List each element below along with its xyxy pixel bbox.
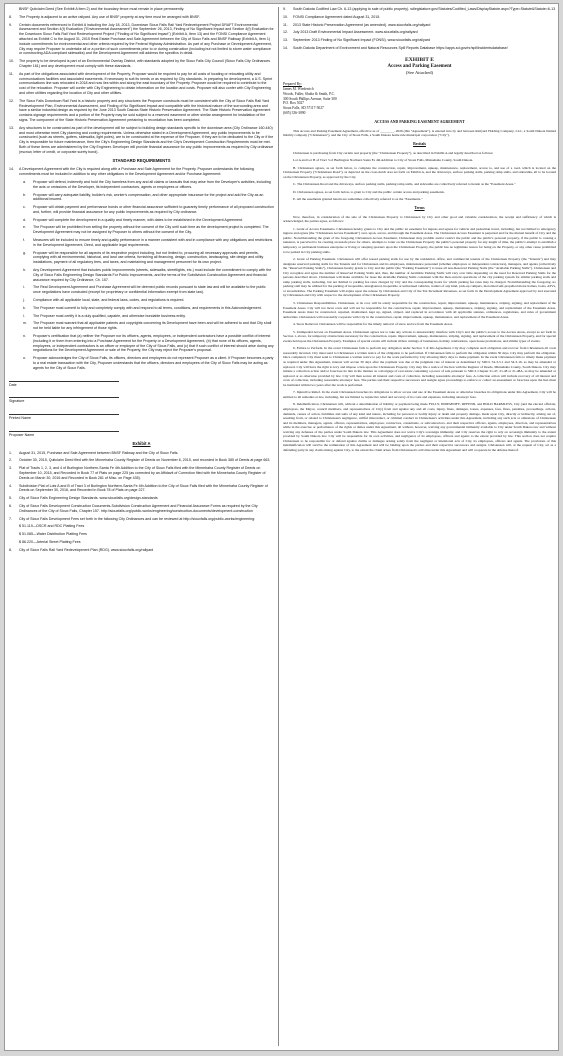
exhibit-a-item-text: FONSI Compliance Agreement dated August 31, 2015. xyxy=(293,14,381,19)
exhibit-e-note: (See Attached) xyxy=(405,70,434,76)
sub-item-letter: h. xyxy=(23,268,26,273)
term-paragraph: 1. Grant of Access Easements. Christensen hereby grants to City and the public an easement for ingress and egress for vehicle and pedestrian travel, including, but not limited to emergency ingress and egress (the "Christensen Access Easement") over, upon, across, and through the Easement Areas. The Christensen Access Easement is perpetual and for the mutual benefit of City and the public. Notwithstanding the grant of the foregoing Christensen Access Easement, Christensen may prohibit and/or restrict the public and the public's personal property, if the public is causing a nuisance, is perceived to be creating an unsafe place for others, attempts to loiter on the Christensen Property the public's personal property for any length of time, the public's attempt to establish a temporary or permanent business enterprise or living or sleeping quarters upon the Christensen Property, the public has no legitimate reason for being on the Property, or any other cause prohibited to be parked in City parking stalls. xyxy=(283,226,556,254)
requirement-sub-item xyxy=(23,193,274,203)
sub-item-letter: k. xyxy=(23,305,26,310)
requirement-sub-item xyxy=(23,285,274,295)
terms-list xyxy=(283,227,556,453)
prepared-by-block xyxy=(283,82,556,116)
exhibit-a-item xyxy=(283,15,556,20)
requirement-sub-item xyxy=(23,225,274,235)
recital-paragraph: E. All the easements granted herein are sometimes collectively referred to as the "Easements." xyxy=(293,197,423,202)
exhibit-a-item-text: City of Sioux Falls Development Fees set forth in the following City Ordinances and can be reviewed at http://siouxfalls.org/public-works/engineering: xyxy=(19,516,256,521)
condition-paragraph-text: BNSF Quitclaim Deed (See Exhibit A Item 2) and the boundary fence must remain in place permanently. xyxy=(19,7,185,11)
exhibit-a-item xyxy=(9,458,274,463)
preparer-line: James M. Wiederrich xyxy=(283,87,314,92)
sub-item-letter: l. xyxy=(23,313,25,318)
requirement-sub-items xyxy=(9,180,274,371)
item-number: 11. xyxy=(9,71,14,76)
sub-item-text: Proposer will be responsible for all aspects of its respective project including, but not limited to, procuring all necessary approvals and permits, complying with all environmental, historical, and land use criteria, furnishing all financing, design, construction, landscaping, site design and utility installations, payment of all regulatory fees, and taxes, and maintaining and management personnel for its own project. xyxy=(33,250,264,265)
item-number: 9. xyxy=(9,22,12,27)
condition-paragraph xyxy=(9,59,274,69)
signature-line xyxy=(9,397,119,398)
condition-paragraph-text: As part of the obligations associated with development of the Property, Proposer would be required to pay for all costs of locating or relocating utility and communications facilities and associated easements. If necessary to suit its needs or as required by City standards. In preparing for development, a U.S. Sprint communications line was relocated in 2018 and now lies within and along the east boundary of the Property. Proposer would be required to contribute to the cost of the relocation. Proposer will confer with City Engineering to obtain information on the location and costs. Proposer will also confer with City Engineering and other utilities regarding the location of City and other utilities. xyxy=(19,71,273,95)
numbered-conditions xyxy=(9,7,274,155)
item-number: 4. xyxy=(9,483,12,488)
exhibit-a-item-text: July 2013 Draft Environmental Impact Assessment. www.siouxfalls.org/railyard xyxy=(293,30,418,35)
item-number: 8. xyxy=(9,14,12,19)
term-paragraph: 4. Snow Removal. Christensen will be responsible for the timely removal of snow and ice from the Easement Areas. xyxy=(293,322,453,327)
item-number: 12. xyxy=(283,30,288,35)
recital-paragraph: C. The Christensen Road and the driveways, surface parking stalls, parking ramp stalls, and sidewalks are collectively referred to herein as the "Easement Areas." xyxy=(293,182,516,187)
exhibit-a-item-text: South Dakota Department of Environment and Natural Resources Spill Reports Database https://apps.sd.gov/nr/spillincidentsdatabase/ xyxy=(293,45,508,50)
item-number: 6. xyxy=(9,503,12,508)
requirement-sub-item xyxy=(23,321,274,331)
sub-item-text: The Proposer will be prohibited from selling the property without the consent of the City until such time as the development project is completed. The Development Agreement may not be assigned by Proposer to others without the consent of the City. xyxy=(33,225,269,235)
exhibit-a-item xyxy=(283,7,556,12)
item-number: 10. xyxy=(283,14,288,19)
preparer-line: Woods, Fuller, Shultz & Smith, P.C. xyxy=(283,91,335,96)
right-column xyxy=(283,7,556,1046)
exhibit-a-item-text: August 31, 2015, Purchase and Sale Agreement between BNSF Railway and the City of Sioux Falls. xyxy=(19,450,179,455)
preparer-line: P.O. Box 5027 xyxy=(283,101,304,106)
term-paragraph: 8. Indemnification. Christensen will, without a determination of liability or payment being made FULLY, INDEMNIFY, DEFEND, and HOLD HARMLESS, City (and the elected officials, employees, the Mayor, council members, and representatives of City) from and against any and all costs, injury, fines, damages, losses, expenses, fees, fines, penalties, proceedings, actions, demands, causes of action, liabilities and suits of any kind and nature, including for personal or bodily injury or death and property damage, made upon City, directly or indirectly, arising out of, resulting from, or related to Christensen's negligence, willful misconduct, or criminal conduct in Christensen's activities under this Agreement, including any such acts or omissions of Christensen and its members, managers, agents, officers, representatives, employees, contractors, consultants, or subcontractors, and their respective officers, agents, employees, directors, and representatives while in the exercise or performance of the rights or duties under this Agreement, all without, however, waiving any governmental immunity available to City under South Dakota law and without waiving any defenses of the parties under South Dakota law. This Agreement does not waive City's sovereign immunity, and City reserves the right to rely on sovereign immunity to the extent provided by South Dakota law. City will be responsible for its own activities, and negligence of its employees, officers and agents to the extent provided by law. This section does not require Christensen to be responsible for or defend against claims or damages arising solely from the negligent or intentional acts of City, its employees, officers and agents. The provisions of this indemnification will survive the termination of this Agreement and will be binding upon the parties and their respective successors and assigns. Christensen will, at the request of City, act as a defending party in any claim arising against City, to the extent the claim arises from Christensen's activities under this Agreement and will cooperate in the defense thereof. xyxy=(283,402,556,452)
signature-line xyxy=(9,381,119,382)
terms-intro: Now, therefore, in consideration of the sale of the Christensen Property to Christensen by City and other good and valuable consideration, the receipt and sufficiency of which is acknowledged, the parties agree, as follows: xyxy=(283,214,556,224)
condition-paragraph-text: The Property is adjacent to an active railyard. Any use of BNSF property at any time must be arranged with BNSF. xyxy=(19,14,200,19)
preparer-line: (605) 336-3890 xyxy=(283,111,306,116)
requirement-sub-item xyxy=(23,180,274,190)
sub-item-text: Compliance with all applicable local, state, and federal laws, codes, and regulations is required. xyxy=(33,298,185,303)
condition-paragraph-text: The property to be developed is part of an Environmental Overlay District, with standards adopted by the Sioux Falls City Council (Sioux Falls City Ordinances Chapter 161) and any development must comply with these standards. xyxy=(19,59,271,68)
sub-item-text: The Proposer must certify it is a duly qualified, capable, and otherwise bondable business entity. xyxy=(33,313,186,318)
item-number: 7. xyxy=(9,516,12,521)
requirement-number: 14. xyxy=(9,167,14,172)
sub-item-letter: c. xyxy=(23,205,26,210)
exhibit-a-item xyxy=(9,532,274,537)
exhibit-a-item xyxy=(9,496,274,501)
sub-item-letter: n. xyxy=(23,334,26,339)
sub-item-letter: f. xyxy=(23,238,25,243)
signature-label: Signature xyxy=(9,399,25,404)
sub-item-letter: i. xyxy=(23,285,25,290)
requirement-sub-item xyxy=(23,218,274,223)
sub-item-letter: d. xyxy=(23,217,26,222)
sub-item-letter: g. xyxy=(23,250,26,255)
item-number: 9. xyxy=(283,7,286,11)
exhibit-e-subtitle: Access and Parking Easement xyxy=(387,63,452,69)
item-number: 13. xyxy=(283,38,288,43)
left-column xyxy=(9,7,279,1046)
exhibit-a-item xyxy=(9,484,274,494)
preparer-line: 300 South Phillips Avenue, Suite 300 xyxy=(283,96,337,101)
requirement-sub-item xyxy=(23,205,274,215)
sub-item-letter: j. xyxy=(23,298,25,303)
condition-paragraph xyxy=(9,72,274,96)
exhibit-a-item xyxy=(9,524,274,529)
sub-item-text: The Proposer must warrant that all applicable patents and copyrights concerning its Development have been and will be adhered to and that City shall not be held liable for any infringement of those rights. xyxy=(33,321,272,331)
item-number: 14. xyxy=(283,45,288,50)
item-number: 1. xyxy=(9,450,12,455)
item-number: 2. xyxy=(9,458,12,463)
sub-item-text: Proposer will carry adequate liability, builder's risk, worker's compensation, and other appropriate insurance for the project and add the City as an additional insured. xyxy=(33,192,264,202)
exhibit-a-item-text: October 30, 2015, Quitclaim Deed filed with the Minnehaha County Register of Deeds on November 6, 2015, and recorded in Book 385 of Deeds at page 663. xyxy=(19,458,271,463)
exhibit-a-item xyxy=(9,540,274,545)
terms-heading: Terms xyxy=(414,205,425,210)
exhibit-a-heading: Exhibit A xyxy=(132,440,151,446)
requirement-sub-item xyxy=(23,314,274,319)
recital-paragraph: D. Christensen agrees, as set forth below, to grant to City and the public certain access and parking easements. xyxy=(293,189,445,194)
item-number: 8. xyxy=(9,547,12,552)
exhibit-a-item-text: City of Sioux Falls Development Construction Documents-Subdivision Construction Agreement and Financial Assurance Forms as required by the City Ordinances of the City of Sioux Falls, Chapter 157. http://siouxfalls.org/public-works/engineering/construction-documents/development-construction xyxy=(19,503,258,513)
requirement-14-text: A Development Agreement with the City is required along with a Purchase and Sale Agreement for the Property. Proposer understands the following commitments must be included in addition to any other obligations in the Development Agreement and/or Purchase Agreement: xyxy=(19,167,254,177)
signature-block xyxy=(9,381,274,438)
exhibit-a-item xyxy=(283,46,556,51)
sub-item-text: The Proposer must commit to fully and completely comply with and respond to all terms, conditions, and requirements in this Acknowledgement. xyxy=(33,305,262,310)
proposer-name-label: Proposer Name xyxy=(9,433,35,437)
sub-item-text: Proposer will complete the development in a quality and timely manner, with dates to be established in the Development Agreement. xyxy=(33,217,243,222)
exhibit-a-item-text: $ 51.119—DSCR and RDC Platting Fees xyxy=(19,524,85,529)
sub-item-text: Measures will be included to ensure timely and quality performance in a manner consistent with and in compliance with any obligations and restrictions in the Development Agreement, Deed, and applicable legal requirements. xyxy=(33,238,273,247)
item-number: 13. xyxy=(9,125,14,130)
exhibit-a-list-continued xyxy=(283,7,556,51)
exhibit-e-title: EXHIBIT E xyxy=(405,56,434,63)
preparer-line: Sioux Falls, SD 57117-5027 xyxy=(283,106,324,111)
sub-item-letter: o. xyxy=(23,356,26,361)
recital-paragraph: Christensen is purchasing from City certain real property (the "Christensen Property"), as described in Exhibit A and legally described as follows: xyxy=(293,150,494,155)
exhibit-a-item xyxy=(9,548,274,553)
exhibit-a-item xyxy=(283,38,556,43)
agreement-title: ACCESS AND PARKING EASEMENT AGREEMENT xyxy=(374,119,465,124)
condition-paragraph xyxy=(9,7,274,12)
term-paragraph: 7. Injunctive Relief. In the event Christensen breaches its obligations to allow access and use of the Easement Areas or otherwise breaches its obligations under this Agreement, City will be entitled to all remedies at law, including, but not limited to, injunctive relief and recovery of its costs and expenses, including attorneys' fees. xyxy=(283,390,556,399)
requirement-sub-item xyxy=(23,251,274,265)
exhibit-a-item xyxy=(283,30,556,35)
document-page xyxy=(4,3,559,1051)
exhibit-a-item xyxy=(9,504,274,514)
requirement-sub-item xyxy=(23,268,274,282)
exhibit-a-item-text: $ 86.220—Arterial Street Platting Fees xyxy=(19,539,81,544)
sub-item-text: Any Development Agreement that includes public improvements (streets, sidewalks, streetlights, etc.) must include the commitment to comply with the City of Sioux Falls Engineering Design Standards For Public Improvements, and the terms of the Subdivision Construction Agreement and financial assurance required by City Ordinance, Ch. 157. xyxy=(33,268,272,282)
condition-paragraph-text: Certain documents referenced in Exhibit A including the July 18, 2013, Downtown Sioux Falls Rail Yard Redevelopment Project DRAFT Environmental Assessment and Section 4(f) Evaluation ("Environmental Assessment") the September 26, 2013, Finding of No Significant Impact and Section 4(f) Evaluation for the Downtown Sioux Falls Rail Yard Redevelopment Project ("Finding of No Significant Impact") (Exhibit A, Item 13) and the FONSI Compliance Agreement attached as Exhibit C to the August 31, 2015 Real Estate Purchase and Sale Agreement between the City of Sioux Falls and BNSF Railway (Exhibit A, Item 1) include commitments for environmental and other criteria required by the Federal Highway Administration. As part of any Purchase or Development Agreement, City may require Proposer to undertake all or a portion of such commitments prior to or during construction (including but not limited to storm water compliance or constructing ADA compliant sidewalks) and the Development Agreement will address the specifics in detail. xyxy=(19,22,274,56)
requirement-sub-item xyxy=(23,356,274,370)
exhibit-a-item-text: City of Sioux Falls Engineering Design Standards. www.siouxfalls.org/design-standards xyxy=(19,496,158,501)
sub-item-text: Proposer will defend, indemnify and hold the City harmless from any and all claims or lawsuits that may arise from the Developer's activities, including the acts or omissions of the Developer, its independent contractors, agents or employees or officers. xyxy=(33,179,271,189)
term-paragraph: 3. Christensen Responsibilities. Christensen, at its cost, will be solely responsible for the construction, repair, improvement, upkeep, maintenance, striping, signing, and replacement of the Easement Areas. City will not incur costs and will not be responsible for the construction, repair, improvement, upkeep, maintenance, striping, signing, and replacement of the Easement Areas. Easement Areas must be constructed, repaired, maintained, kept up, signed, striped, and replaced in accordance with all applicable statutes, ordinances, regulations, and rules of government authorities. Christensen will reasonably cooperate with City in the construction, repair, improvement, upkeep, maintenance, and replacement of the Easement Areas. xyxy=(283,301,556,319)
sub-item-text: Proposer's certification that (a) neither the Proposer nor its officers, agents, employees, or independent contractors have a possible conflict of interest (including it or them from entering into a Purchase Agreement for the Property or a Development Agreement, (b) that none of its officers, agents, employees, or independent contractors is an officer or employee of the City of Sioux Falls, and (c) that if such conflict of interest should arise during any negotiations for the Development Agreement or sale of the Property, the City may reject the Proposer's proposal. xyxy=(33,334,274,353)
sub-item-text: The Real Development Agreement and Purchase Agreement will be deemed public records pursuant to state law and will be available to the public once negotiations have concluded (except for proprietary or confidential information exempt from state law). xyxy=(33,285,266,295)
standard-requirements-heading: STANDARD REQUIREMENTS xyxy=(112,157,171,163)
recitals-heading: Recitals xyxy=(413,141,426,146)
condition-paragraph xyxy=(9,99,274,123)
sub-item-letter: m. xyxy=(23,321,27,326)
requirement-sub-item xyxy=(23,334,274,353)
exhibit-a-item-text: September 2013 Finding of No Significant Impact (FONSI). www.siouxfalls.org/railyard xyxy=(293,38,431,43)
exhibit-a-item xyxy=(9,451,274,456)
exhibit-a-item xyxy=(283,23,556,28)
requirement-sub-item xyxy=(23,238,274,248)
sub-item-text: Proposer acknowledges the City of Sioux Falls, its officers, directors and employees do not represent Proposer as a client. If Proposer becomes a party to a real estate transaction with the City, Proposer understands that the officers, directors and employees of the City of Sioux Falls may be acting as agents for the City of Sioux Falls. xyxy=(33,356,274,370)
exhibit-a-item xyxy=(9,517,274,522)
condition-paragraph xyxy=(9,15,274,20)
sub-item-letter: e. xyxy=(23,225,26,230)
recital-paragraph: B. Christensen agrees, as set forth below, to complete the construction, repair, improvement, upkeep, maintenance, replacement, access to, and use of a road, which is located on the Christensen Property ("Christensen Road"), as depicted on the cross-hatch area set forth on Exhibit A, and the driveways, surface parking stalls, parking ramp stalls, and sidewalks, all to be located on the Christensen Property, as approved by the City. xyxy=(283,165,556,179)
exhibit-a-item-text: Subdivision Plat of Lots A and B of Tract 3 of Burlington Northern-Santa Fe 4th Addition to the City of Sioux Falls filed with the Minnehaha County Register of Deeds on September 30, 2016, and Recorded in Book 78 of Plats on page 227. xyxy=(19,483,268,493)
exhibit-a-item-text: South Dakota Codified Law Ch. 6-13 (applying to sale of public property). sdlegislature.gov/Statutes/Codified_Laws/DisplayStatute.aspx?Type=Statute&Statute=6-13 xyxy=(293,7,556,11)
agreement-intro: This Access and Parking Easement Agreement, effective as of ________, 2026 (this "Agreement"), is entered into by and between Railyard Holding Company, LLC, a South Dakota limited liability company ("Christensen"), and the City of Sioux Falls, a South Dakota home rule municipal corporation ("City"). xyxy=(283,128,556,138)
item-number: 5. xyxy=(9,496,12,501)
term-paragraph: 6. Failure to Perform. In the event Christensen fails to perform any obligation under Section 3 of this Agreement, City may complete such obligation and recover from Christensen all costs reasonably incurred. City must send to Christensen a written notice of the obligation to be performed. If Christensen fails to perform the obligation within 30 days, City may perform the obligation. Once completed, City must send to Christensen a written notice to pay for the work performed by City allowing thirty days to make payment. In the event Christensen fails to timely make payment as required under this Agreement, interest will accrue 30 days after the payment was due at the judgment rate of interest as determined by SDCL 54-3-5.1 and 54-3-16, as may be amended or replaced. City will have the right to levy and impose a lien upon the Christensen Property. City may file a notice of the lien with the Register of Deeds, Minnehaha County, South Dakota. City may initiate a collection action and/or foreclose its lien in the manner as a mortgage of real estate containing a power of sale pursuant to SDCL Chapter 21-47, 21-48 or 21-48A, as may be amended or replaced or as otherwise provided by law. City will then secure all interest and costs of collection, including reasonable attorneys' fees. A collection action will include recovery of all interest and costs of collection, including reasonable attorneys' fees. The parties and their respective successors and assigns agree proceedings to enforce or collect an assessment or foreclose upon the lien must be instituted within two years after the work is performed. xyxy=(283,346,556,387)
sub-item-letter: a. xyxy=(23,179,26,184)
item-number: 12. xyxy=(9,98,14,103)
item-number: 11. xyxy=(283,22,288,27)
recitals-list xyxy=(283,151,556,202)
preparer-address xyxy=(283,87,556,116)
exhibit-a-item-text: $ 51.085—Water Distribution Platting Fees xyxy=(19,532,87,537)
exhibit-a-item-text: City of Sioux Falls Rail Yard Redevelopment Plan (RDG). www.siouxfalls.org/railyard xyxy=(19,547,154,552)
exhibit-a-item xyxy=(9,466,274,480)
prepared-by-label: Prepared By: xyxy=(283,82,302,87)
item-number: 10. xyxy=(9,59,14,64)
item-number: 3. xyxy=(9,466,12,471)
requirement-sub-item xyxy=(23,298,274,303)
sub-item-letter: b. xyxy=(23,192,26,197)
condition-paragraph-text: Any structures to be constructed as part of the development will be subject to building design standards specific to the downtown area (City Ordinance 160.440) and must otherwise meet City planning and zoning requirements. Unless otherwise stated in a Development Agreement, any public improvements to be constructed (such as streets, gutters, sidewalks, light poles), are to be constructed at the expense of the Proposer. If they are to be dedicated to the City or if the City is responsible for future maintenance, then the City's Engineering Design Standards and the City's Development Construction Requirements must be met. Both of these items are administered by the City Engineer. Developer will provide financial assurance for any public improvements as required by City ordinance (escrow, letter of credit, or corporate surety bond). xyxy=(19,125,274,154)
signature-line xyxy=(9,431,119,432)
sub-item-text: Proposer will obtain payment and performance bonds or other financial assurance sufficient to guaranty timely performance of all proposed construction and, further, will provide financial assurance for any public improvements as required by City ordinance. xyxy=(33,205,274,214)
condition-paragraph-text: The Sioux Falls Downtown Rail Yard is a historic property and any structures the Proposer constructs must be consistent with the City of Sioux Falls Rail Yard Redevelopment Plan, Environmental Assessment, and Finding of No Significant Impact and compatible with the historical nature of the surrounding area and have a similar industrial design as required by the June 2013 South Dakota State Historic Preservation Agreement. The State Historic Preservation Agreement contains signage requirements and a portion of the Property may be sold subject to a reserved easement or other similar arrangement for installation of the signs. The component of the State Historic Preservation Agreement pertaining to recordation has been completed. xyxy=(19,98,271,122)
requirement-14 xyxy=(9,167,274,177)
condition-paragraph xyxy=(9,126,274,155)
date-label: Date xyxy=(9,382,17,387)
printed-name-label: Printed Name xyxy=(9,416,31,421)
signature-line xyxy=(9,414,119,415)
exhibit-a-list xyxy=(9,451,274,553)
requirement-sub-item xyxy=(23,306,274,311)
exhibit-a-item-text: 2013 State Historic Preservation Agreement (as amended). www.siouxfalls.org/railyard xyxy=(293,22,431,27)
recital-paragraph: Lot A and Lot B of Tract 3 of Burlington Northern Santa Fe 4th Addition to City of Sioux Falls, Minnehaha County, South Dakota. xyxy=(293,158,474,163)
condition-paragraph xyxy=(9,23,274,57)
term-paragraph: 5. Unimpeded Access on Easement Areas. Christensen agrees not to take any actions to unreasonably interfere with City's and the public's access to the Access Areas, except as set forth in Section 1, above, for temporary obstructions necessary for the construction, repair, improvement, upkeep, maintenance, striping, signing, and replacement of the Christensen Property, and for special events held upon the Christensen Property. Examples of special events will include ribbon cuttings of businesses, holiday celebrations, open house promotions, and similar types of events. xyxy=(283,329,556,343)
term-paragraph: 2. Grant of Parking Easement. Christensen will offer leased parking stalls for use by the residential, office, and commercial tenants of the Christensen Property (the "Tenants") and may designate reserved parking stalls for the Tenants and for Christensen and its employees, maintenance personnel (whether employees or independent contractors), managers, and agents (collectively the "Reserved Parking Stalls"). Christensen hereby grants to City and the public (the "Parking Easement") to lease all non-Reserved Parking Stalls (the "Available Parking Stalls"). Christensen and City recognize and agree the number of Reserved Parking Stalls and, thus, the number of Available Parking Stalls will vary over time depending on the need for Reserved Parking Stalls for the persons described above. Christensen will make available for lease the Available Parking Stalls consistent with the then-current operations of the city parking system for similar parking stalls and ramp parking stalls, including, but not limited to parking fee rates charged by City and the corresponding hours for which parking fee rates may be charged. Notwithstanding the foregoing, no parking stall may be utilized for the parking of inoperable, unregistered, inoperable or unlicensed vehicles, trailers of any kind, pick-up campers, motorized self-propelled motor homes, boats, ATVs, or snowmobiles. The Parking Easement will expire upon the release by Christensen and City of the Tax Increment Revenues, as set forth in the Development Agreement approved by and executed by Christensen and City with respect to the development of the Christensen Property. xyxy=(283,257,556,298)
exhibit-a-item-text: Plat of Tracts 1, 2, 3, and 4 of Burlington Northern-Santa Fe 4th Addition to the City of Sioux Falls filed with the Minnehaha County Register of Deeds on September 10, 2015, and Recorded in Book 77 of Plats on page 225 (as corrected by an Affidavit of Correction filed with the Minnehaha County Register of Deeds on March 30, 2016 and Recorded in Book 281 of Misc. on Page 435). xyxy=(19,466,266,480)
